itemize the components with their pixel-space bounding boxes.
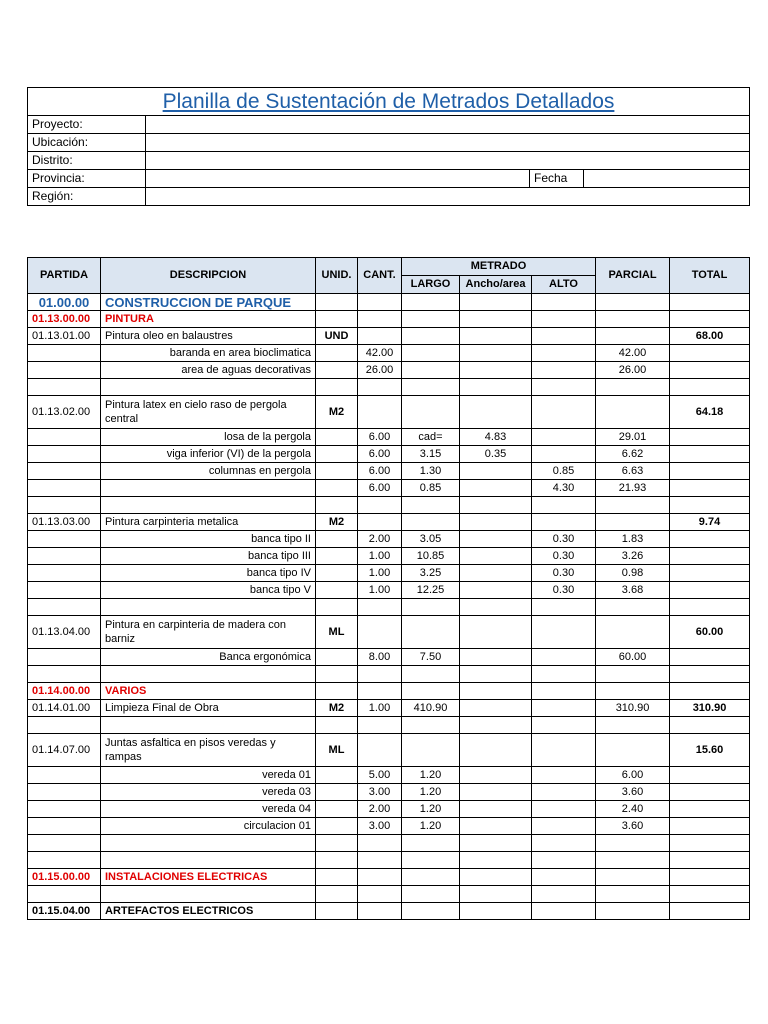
cell-desc: banca tipo IV — [101, 565, 316, 582]
cell-cant: 42.00 — [358, 345, 402, 362]
cell-desc: Juntas asfaltica en pisos veredas y rampas — [101, 734, 316, 767]
blank-row — [28, 666, 750, 683]
cell-desc: Pintura carpinteria metalica — [101, 514, 316, 531]
col-largo: LARGO — [402, 276, 460, 294]
cell-unid: M2 — [316, 514, 358, 531]
group-row — [28, 869, 750, 886]
group-row — [28, 683, 750, 700]
cell-desc: INSTALACIONES ELECTRICAS — [101, 869, 316, 886]
blank-row — [28, 835, 750, 852]
cell-desc: baranda en area bioclimatica — [101, 345, 316, 362]
cell-alto: 0.85 — [532, 463, 596, 480]
detail-row — [28, 429, 750, 446]
cell-parcial: 3.60 — [596, 784, 670, 801]
region-label: Región: — [28, 188, 146, 206]
cell-desc: Banca ergonómica — [101, 649, 316, 666]
col-metrado: METRADO — [402, 258, 596, 276]
detail-row — [28, 582, 750, 599]
cell-desc: banca tipo III — [101, 548, 316, 565]
detail-row — [28, 565, 750, 582]
cell-alto: 0.30 — [532, 548, 596, 565]
cell-cant: 6.00 — [358, 446, 402, 463]
cell-desc: Pintura oleo en balaustres — [101, 328, 316, 345]
cell-alto: 0.30 — [532, 531, 596, 548]
cell-desc: banca tipo V — [101, 582, 316, 599]
item-row — [28, 514, 750, 531]
cell-largo: 1.20 — [402, 784, 460, 801]
cell-code: 01.15.04.00 — [28, 903, 101, 920]
cell-code: 01.13.02.00 — [28, 396, 101, 429]
cell-cant: 1.00 — [358, 582, 402, 599]
detail-row — [28, 801, 750, 818]
cell-total: 310.90 — [670, 700, 750, 717]
cell-largo: 1.20 — [402, 767, 460, 784]
cell-cant: 3.00 — [358, 784, 402, 801]
cell-total: 60.00 — [670, 616, 750, 649]
blank-row — [28, 886, 750, 903]
cell-total: 15.60 — [670, 734, 750, 767]
cell-parcial: 60.00 — [596, 649, 670, 666]
cell-unid: ML — [316, 616, 358, 649]
cell-desc: vereda 03 — [101, 784, 316, 801]
cell-parcial: 21.93 — [596, 480, 670, 497]
proyecto-label: Proyecto: — [28, 116, 146, 134]
cell-alto: 0.30 — [532, 565, 596, 582]
cell-cant: 3.00 — [358, 818, 402, 835]
cell-code: 01.13.00.00 — [28, 311, 101, 328]
ubicacion-field[interactable] — [146, 134, 750, 152]
cell-parcial: 26.00 — [596, 362, 670, 379]
cell-largo: 12.25 — [402, 582, 460, 599]
cell-code: 01.13.04.00 — [28, 616, 101, 649]
detail-row — [28, 531, 750, 548]
col-ancho: Ancho/area — [460, 276, 532, 294]
cell-largo: 7.50 — [402, 649, 460, 666]
cell-total: 68.00 — [670, 328, 750, 345]
cell-parcial: 29.01 — [596, 429, 670, 446]
cell-parcial: 2.40 — [596, 801, 670, 818]
group-row — [28, 311, 750, 328]
section-name: CONSTRUCCION DE PARQUE — [101, 294, 316, 311]
cell-code: 01.14.07.00 — [28, 734, 101, 767]
detail-row — [28, 480, 750, 497]
detail-row — [28, 818, 750, 835]
cell-ancho: 0.35 — [460, 446, 532, 463]
detail-row — [28, 649, 750, 666]
cell-ancho: 4.83 — [460, 429, 532, 446]
cell-desc: banca tipo II — [101, 531, 316, 548]
cell-cant: 8.00 — [358, 649, 402, 666]
cell-desc: PINTURA — [101, 311, 316, 328]
blank-row — [28, 379, 750, 396]
col-cant: CANT. — [358, 258, 402, 294]
blank-row — [28, 599, 750, 616]
col-partida: PARTIDA — [28, 258, 101, 294]
cell-cant: 6.00 — [358, 429, 402, 446]
blank-row — [28, 497, 750, 514]
cell-parcial: 6.62 — [596, 446, 670, 463]
cell-code: 01.13.01.00 — [28, 328, 101, 345]
cell-total: 9.74 — [670, 514, 750, 531]
cell-parcial: 3.60 — [596, 818, 670, 835]
cell-cant: 6.00 — [358, 463, 402, 480]
cell-largo: 0.85 — [402, 480, 460, 497]
cell-parcial: 1.83 — [596, 531, 670, 548]
blank-row — [28, 717, 750, 734]
cell-largo: 3.15 — [402, 446, 460, 463]
provincia-label: Provincia: — [28, 170, 146, 188]
region-field[interactable] — [146, 188, 750, 206]
group-row — [28, 903, 750, 920]
proyecto-field[interactable] — [146, 116, 750, 134]
item-row — [28, 700, 750, 717]
cell-largo: 10.85 — [402, 548, 460, 565]
cell-desc: viga inferior (VI) de la pergola — [101, 446, 316, 463]
cell-cant: 5.00 — [358, 767, 402, 784]
provincia-field[interactable] — [146, 170, 530, 188]
col-total: TOTAL — [670, 258, 750, 294]
cell-parcial: 6.63 — [596, 463, 670, 480]
item-row — [28, 616, 750, 649]
cell-desc: ARTEFACTOS ELECTRICOS — [101, 903, 316, 920]
cell-desc: area de aguas decorativas — [101, 362, 316, 379]
section-code: 01.00.00 — [28, 294, 101, 311]
cell-cant: 26.00 — [358, 362, 402, 379]
project-header-form — [27, 87, 750, 206]
cell-cant: 6.00 — [358, 480, 402, 497]
cell-cant: 1.00 — [358, 565, 402, 582]
cell-parcial: 310.90 — [596, 700, 670, 717]
page-title: Planilla de Sustentación de Metrados Detallados — [28, 88, 750, 116]
ubicacion-label: Ubicación: — [28, 134, 146, 152]
item-row — [28, 396, 750, 429]
cell-largo: 410.90 — [402, 700, 460, 717]
detail-row — [28, 446, 750, 463]
col-parcial: PARCIAL — [596, 258, 670, 294]
cell-largo: 1.20 — [402, 818, 460, 835]
detail-row — [28, 345, 750, 362]
item-row — [28, 328, 750, 345]
cell-desc: Pintura latex en cielo raso de pergola central — [101, 396, 316, 429]
metrados-table — [27, 257, 750, 920]
cell-code: 01.14.00.00 — [28, 683, 101, 700]
cell-code: 01.13.03.00 — [28, 514, 101, 531]
cell-total: 64.18 — [670, 396, 750, 429]
detail-row — [28, 362, 750, 379]
cell-desc: Limpieza Final de Obra — [101, 700, 316, 717]
cell-desc: columnas en pergola — [101, 463, 316, 480]
cell-unid: M2 — [316, 396, 358, 429]
cell-cant: 2.00 — [358, 801, 402, 818]
cell-largo: 1.20 — [402, 801, 460, 818]
detail-row — [28, 784, 750, 801]
cell-largo: 3.05 — [402, 531, 460, 548]
cell-largo: cad= — [402, 429, 460, 446]
cell-desc: losa de la pergola — [101, 429, 316, 446]
col-descripcion: DESCRIPCION — [101, 258, 316, 294]
cell-alto: 0.30 — [532, 582, 596, 599]
cell-alto: 4.30 — [532, 480, 596, 497]
col-alto: ALTO — [532, 276, 596, 294]
cell-code: 01.14.01.00 — [28, 700, 101, 717]
cell-parcial: 3.26 — [596, 548, 670, 565]
cell-desc: vereda 01 — [101, 767, 316, 784]
cell-desc: circulacion 01 — [101, 818, 316, 835]
fecha-field[interactable] — [584, 170, 750, 188]
cell-desc: vereda 04 — [101, 801, 316, 818]
cell-cant: 1.00 — [358, 700, 402, 717]
detail-row — [28, 767, 750, 784]
cell-parcial: 3.68 — [596, 582, 670, 599]
cell-cant: 1.00 — [358, 548, 402, 565]
cell-desc: Pintura en carpinteria de madera con barniz — [101, 616, 316, 649]
fecha-label: Fecha — [530, 170, 584, 188]
cell-largo: 1.30 — [402, 463, 460, 480]
cell-code: 01.15.00.00 — [28, 869, 101, 886]
cell-largo: 3.25 — [402, 565, 460, 582]
cell-cant: 2.00 — [358, 531, 402, 548]
col-unid: UNID. — [316, 258, 358, 294]
cell-unid: UND — [316, 328, 358, 345]
item-row — [28, 734, 750, 767]
cell-parcial: 0.98 — [596, 565, 670, 582]
cell-parcial: 42.00 — [596, 345, 670, 362]
distrito-field[interactable] — [146, 152, 750, 170]
detail-row — [28, 463, 750, 480]
cell-desc: VARIOS — [101, 683, 316, 700]
cell-unid: M2 — [316, 700, 358, 717]
distrito-label: Distrito: — [28, 152, 146, 170]
section-row — [28, 294, 750, 311]
blank-row — [28, 852, 750, 869]
cell-unid: ML — [316, 734, 358, 767]
detail-row — [28, 548, 750, 565]
cell-parcial: 6.00 — [596, 767, 670, 784]
